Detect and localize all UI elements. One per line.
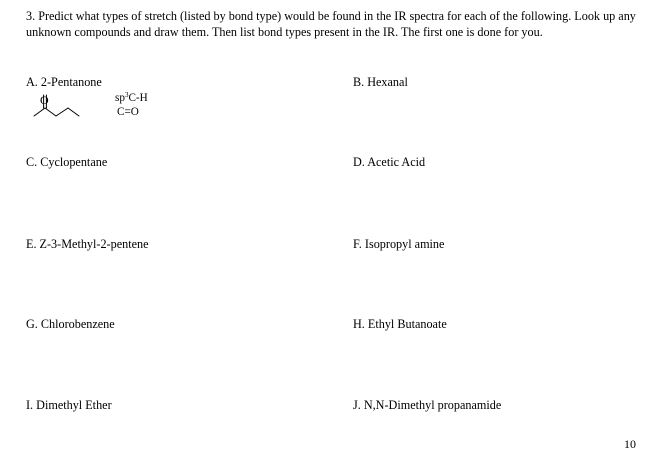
skeletal-bond (56, 108, 68, 116)
compound-label-a: A. 2-Pentanone (26, 75, 102, 89)
page-number: 10 (624, 437, 636, 451)
sp3-ch-bond-label: $sp^3C-H$ (115, 91, 148, 104)
compound-label-e: E. Z-3-Methyl-2-pentene (26, 237, 149, 251)
compound-label-h: H. Ethyl Butanoate (353, 317, 447, 331)
compound-label-b: B. Hexanal (353, 75, 408, 89)
compound-label-d: D. Acetic Acid (353, 155, 426, 169)
compound-label-g: G. Chlorobenzene (26, 317, 115, 331)
skeletal-bond (68, 108, 79, 116)
carbonyl-bond-label: C=O (117, 106, 139, 118)
skeletal-bond (34, 108, 45, 116)
oxygen-atom-label: O (40, 93, 49, 107)
skeletal-bond (45, 108, 56, 116)
question-text: 3. Predict what types of stretch (listed by bond type) would be found in the IR spectra for each of the following. Look up any unknown compounds and draw them. Then list bond types present in the IR. The first one is done for you. (26, 9, 636, 39)
compound-label-f: F. Isopropyl amine (353, 237, 445, 251)
compound-label-j: J. N,N-Dimethyl propanamide (353, 398, 502, 412)
compound-label-i: I. Dimethyl Ether (26, 398, 112, 412)
compound-label-c: C. Cyclopentane (26, 155, 108, 169)
